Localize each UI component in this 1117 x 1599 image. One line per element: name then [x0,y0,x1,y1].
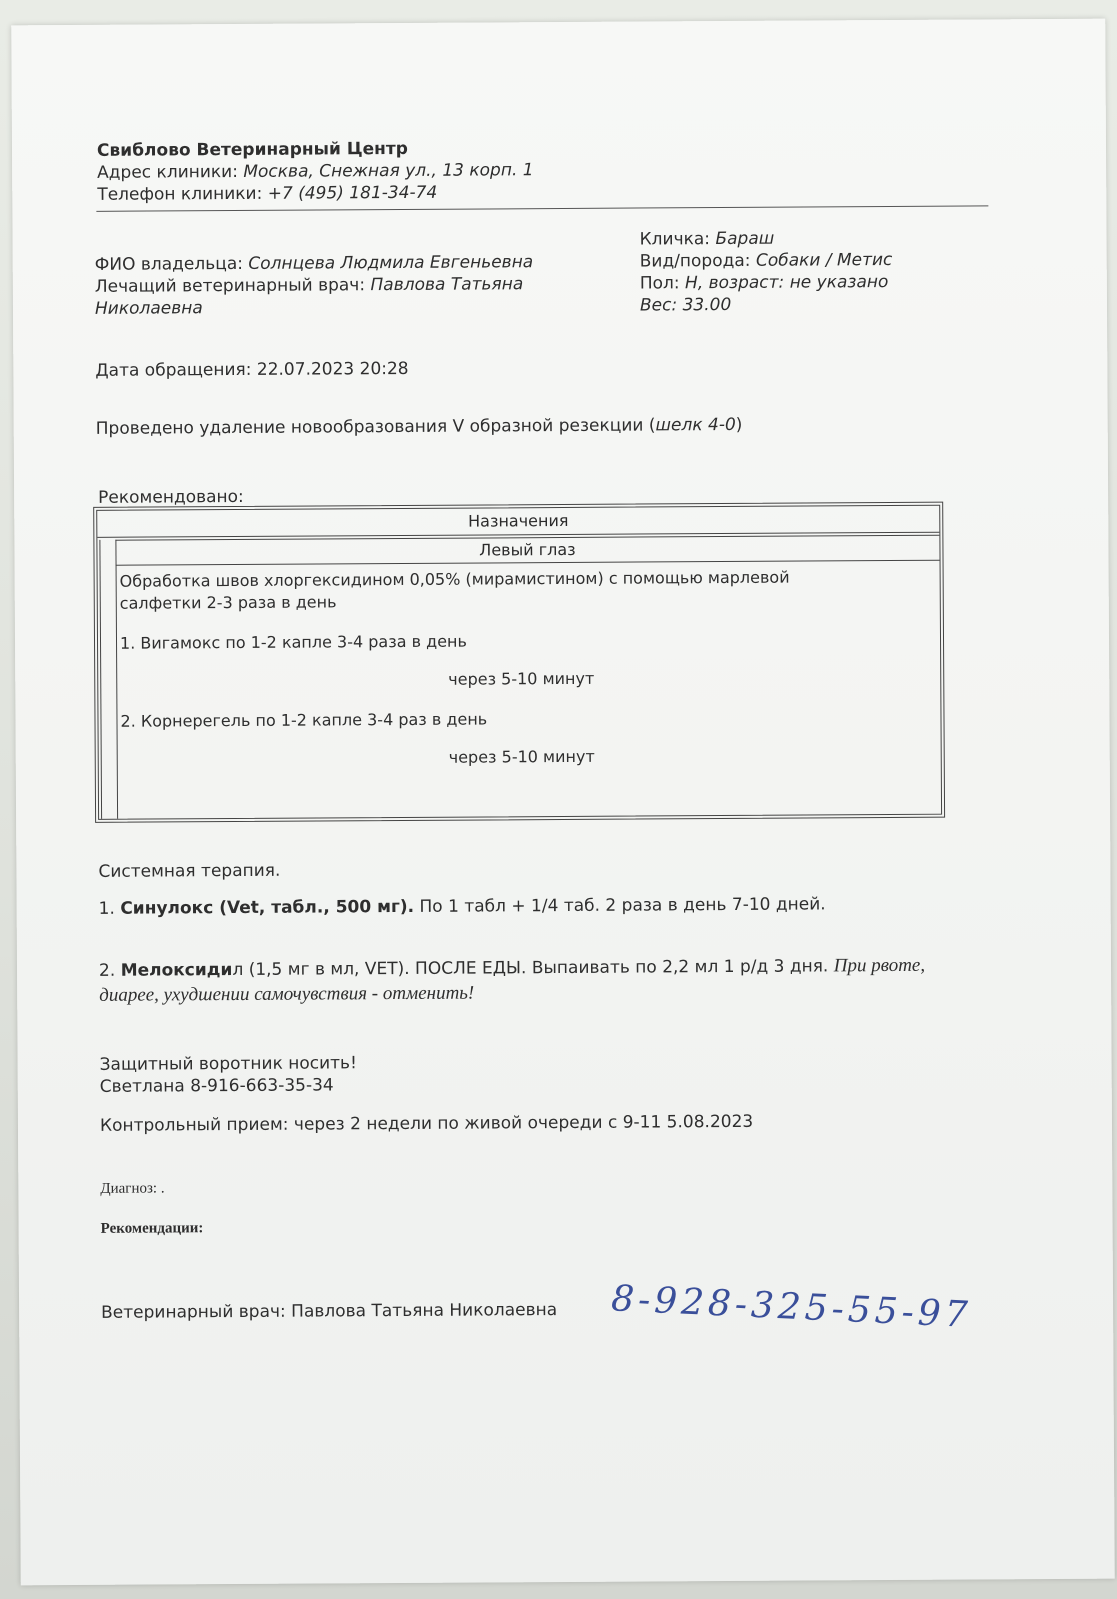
treating-doctor: Лечащий ветеринарный врач: Павлова Татьяна [94,274,524,297]
collar-note: Защитный воротник носить! [99,1053,357,1075]
document-sheet [11,19,1115,1586]
recommendations-label: Рекомендации: [100,1220,204,1237]
therapy-title: Системная терапия. [98,860,281,882]
treating-doctor-cont: Николаевна [94,298,203,319]
diagnosis: Диагноз: . [100,1180,165,1197]
prescription-item-2-note: через 5-10 минут [448,746,595,767]
therapy-drug-2: 2. Мелоксидил (1,5 мг в мл, VET). ПОСЛЕ ЕДЫ. Выпаивать по 2,2 мл 1 р/д 3 дня. При рвоте, [98,954,926,981]
clinic-address: Адрес клиники: Москва, Снежная ул., 13 корп. 1 [97,160,534,183]
table-col-line [115,540,118,819]
table-left-col-line [99,540,102,819]
table-header: Назначения [97,506,939,538]
followup-note: Контрольный прием: через 2 недели по живой очереди с 9-11 5.08.2023 [99,1111,754,1136]
prescription-item-1: 1. Вигамокс по 1-2 капле 3-4 раза в день [119,631,467,653]
prescriptions-table [96,505,942,820]
visit-date: Дата обращения: 22.07.2023 20:28 [95,358,409,381]
header-divider [96,205,988,211]
prescription-item-1-note: через 5-10 минут [448,668,595,689]
owner-name: ФИО владельца: Солнцева Людмила Евгеньевна [94,252,534,275]
pet-name: Кличка: Бараш [639,228,775,250]
clinic-phone: Телефон клиники: +7 (495) 181-34-74 [97,182,438,205]
table-subheader: Левый глаз [115,535,939,566]
therapy-drug-2-warning: диарее, ухудшении самочувствия - отменить! [99,982,475,1006]
prescription-line-2: салфетки 2-3 раза в день [119,592,337,613]
prescription-item-2: 2. Корнерегель по 1-2 капле 3-4 раз в день [120,709,488,731]
pet-sex-age: Пол: Н, возраст: не указано [639,272,889,294]
clinic-name: Свиблово Ветеринарный Центр [96,138,408,161]
pet-weight: Вес: 33.00 [639,294,732,316]
footer-doctor: Ветеринарный врач: Павлова Татьяна Николаевна [101,1300,558,1323]
contact-note: Светлана 8-916-663-35-34 [99,1075,334,1097]
procedure: Проведено удаление новообразования V образной резекции (шелк 4-0) [95,414,743,439]
therapy-drug-1: 1. Синулокс (Vet, табл., 500 мг). По 1 табл + 1/4 таб. 2 раза в день 7-10 дней. [98,894,826,919]
recommended-label: Рекомендовано: [98,486,244,508]
handwritten-phone: 8-928-325-55-97 [610,1278,973,1336]
pet-species: Вид/порода: Собаки / Метис [639,249,893,272]
prescription-line-1: Обработка швов хлоргексидином 0,05% (мирамистином) с помощью марлевой [119,567,790,591]
